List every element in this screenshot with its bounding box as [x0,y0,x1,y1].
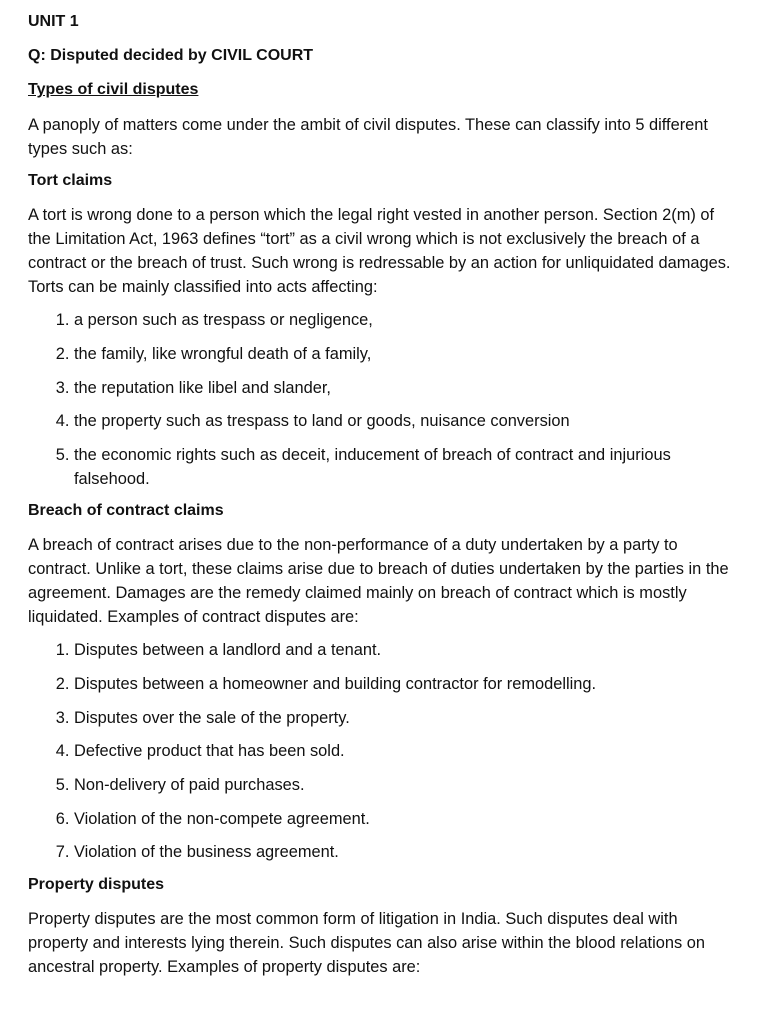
tort-list [28,309,740,491]
contract-paragraph: A breach of contract arises due to the non-performance of a duty undertaken by a party to contract. Unlike a tort, these claims arise due to breach of duties undertaken by the parties in the agreement. Damages are the remedy claimed mainly on breach of contract which is mostly liquidated. Examples of contract disputes are: [28,536,729,626]
list-item: 7. Violation of the business agreement. [74,841,740,865]
list-item: 2. Disputes between a homeowner and building contractor for remodelling. [74,673,740,697]
intro-paragraph: A panoply of matters come under the ambit of civil disputes. These can classify into 5 different types such as: [28,116,708,158]
list-item: 4. the property such as trespass to land or goods, nuisance conversion [74,410,740,434]
list-item: 6. Violation of the non-compete agreement. [74,808,740,832]
list-item: 1. Disputes between a landlord and a tenant. [74,639,740,663]
contract-list [28,639,740,865]
document-page [28,12,740,989]
property-heading: Property disputes [28,876,165,894]
contract-heading: Breach of contract claims [28,502,224,520]
tort-paragraph: A tort is wrong done to a person which the legal right vested in another person. Section 2(m) of the Limitation Act, 1963 defines “tort” as a civil wrong which is not exclusively the breach of a contract or the breach of trust. Such wrong is redressable by an action for unliquidated damages. Torts can be mainly classified into acts affecting: [28,206,731,296]
list-item: 5. the economic rights such as deceit, inducement of breach of contract and injurious falsehood. [74,444,740,491]
property-paragraph: Property disputes are the most common form of litigation in India. Such disputes deal with property and interests lying therein. Such disputes can also arise within the blood relations on ancestral property. Examples of property disputes are: [28,910,705,976]
unit-heading: UNIT 1 [28,13,79,30]
list-item: 4. Defective product that has been sold. [74,740,740,764]
types-subheading: Types of civil disputes [28,81,199,98]
list-item: 1. a person such as trespass or negligence, [74,309,740,333]
question-heading: Q: Disputed decided by CIVIL COURT [28,47,314,64]
tort-heading: Tort claims [28,172,113,190]
list-item: 5. Non-delivery of paid purchases. [74,774,740,798]
list-item: 2. the family, like wrongful death of a family, [74,343,740,367]
list-item: 3. the reputation like libel and slander, [74,377,740,401]
list-item: 3. Disputes over the sale of the property. [74,707,740,731]
